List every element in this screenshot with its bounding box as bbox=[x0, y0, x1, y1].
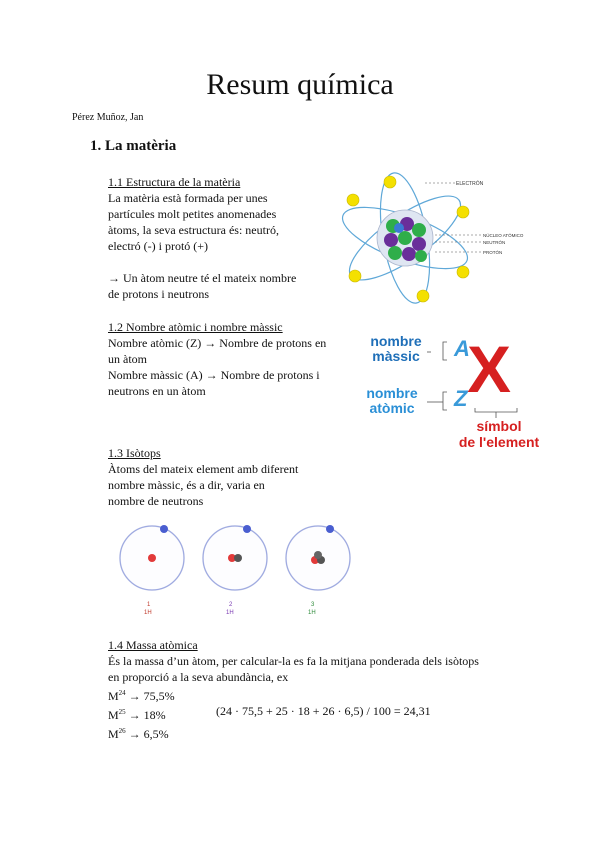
isotopes-diagram bbox=[110, 522, 370, 622]
mass-number-label: màssic bbox=[372, 348, 420, 364]
section-atomic-number bbox=[108, 319, 368, 399]
text-line: nombre de neutrons bbox=[108, 494, 204, 508]
section-heading: 1. La matèria bbox=[90, 138, 177, 154]
author-name: Pérez Muñoz, Jan bbox=[72, 112, 144, 123]
mass-number-symbol: A bbox=[454, 336, 470, 361]
section-atomic-mass bbox=[108, 637, 528, 742]
nucleus-particles bbox=[384, 217, 427, 262]
text-line: en proporció a la seva abundància, ex bbox=[108, 670, 289, 684]
text-line: un àtom bbox=[108, 352, 147, 366]
atomic-number-label: nombre bbox=[366, 385, 418, 401]
atomic-number-symbol: Z bbox=[454, 386, 468, 411]
isotope-abundance: $M^{25} \to 18\%$ bbox=[108, 708, 166, 722]
text-line: És la massa d’un àtom, per calcular-la es fa la mitjana ponderada dels isòtops bbox=[108, 654, 479, 668]
isotope-symbol: 1H bbox=[144, 610, 152, 616]
isotope-abundance: $M^{26} \to 6,5\%$ bbox=[108, 727, 169, 741]
isotope-symbol: 1H bbox=[226, 610, 234, 616]
text-line: → Un àtom neutre té el mateix nombre bbox=[108, 271, 297, 285]
figure-label-nucleus: NÚCLEO ATÓMICO bbox=[483, 233, 524, 238]
weighted-average-formula: (24 · 75,5 + 25 · 18 + 26 · 6,5) / 100 = 24,31 bbox=[216, 704, 431, 718]
text-line: Nombre màssic (A) → Nombre de protons i bbox=[108, 368, 320, 382]
subsection-title: 1.1 Estructura de la matèria bbox=[108, 175, 241, 189]
isotope-mass: 3 bbox=[311, 602, 315, 608]
isotope-hydrogen bbox=[120, 525, 184, 590]
isotope-mass: 1 bbox=[147, 602, 151, 608]
text-line: Àtoms del mateix element amb diferent bbox=[108, 462, 299, 476]
atom-diagram bbox=[335, 168, 535, 310]
text-line: La matèria està formada per unes bbox=[108, 191, 268, 205]
subsection-title: 1.4 Massa atòmica bbox=[108, 638, 198, 652]
element-symbol: X bbox=[467, 332, 512, 406]
figure-label-electron: ELECTRÓN bbox=[456, 181, 484, 187]
mass-number-label: nombre bbox=[370, 333, 422, 349]
element-symbol-label: de l'element bbox=[458, 434, 540, 450]
section-structure bbox=[108, 174, 368, 302]
text-line: nombre màssic, és a dir, varia en bbox=[108, 478, 265, 492]
text-line: de protons i neutrons bbox=[108, 287, 209, 301]
text-line: Nombre atòmic (Z) → Nombre de protons en bbox=[108, 336, 327, 350]
text-line: electró (-) i protó (+) bbox=[108, 239, 209, 253]
figure-label-proton: PROTÓN bbox=[483, 250, 503, 255]
document-title: Resum química bbox=[206, 68, 394, 101]
atomic-number-label: atòmic bbox=[369, 400, 415, 416]
notation-diagram bbox=[355, 330, 555, 454]
subsection-title: 1.3 Isòtops bbox=[108, 446, 161, 460]
section-isotopes bbox=[108, 445, 368, 509]
subsection-title: 1.2 Nombre atòmic i nombre màssic bbox=[108, 320, 283, 334]
isotope-symbol: 1H bbox=[308, 610, 316, 616]
isotope-deuterium bbox=[203, 525, 267, 590]
text-line: àtoms, la seva estructura és: neutró, bbox=[108, 223, 279, 237]
isotope-mass: 2 bbox=[229, 602, 233, 608]
isotope-abundance: $M^{24} \to 75,5\%$ bbox=[108, 689, 175, 703]
text-line: neutrons en un àtom bbox=[108, 384, 206, 398]
element-symbol-label: símbol bbox=[476, 418, 522, 434]
figure-label-neutron: NEUTRÓN bbox=[483, 240, 506, 245]
text-line: partícules molt petites anomenades bbox=[108, 207, 277, 221]
isotope-tritium bbox=[286, 525, 350, 590]
